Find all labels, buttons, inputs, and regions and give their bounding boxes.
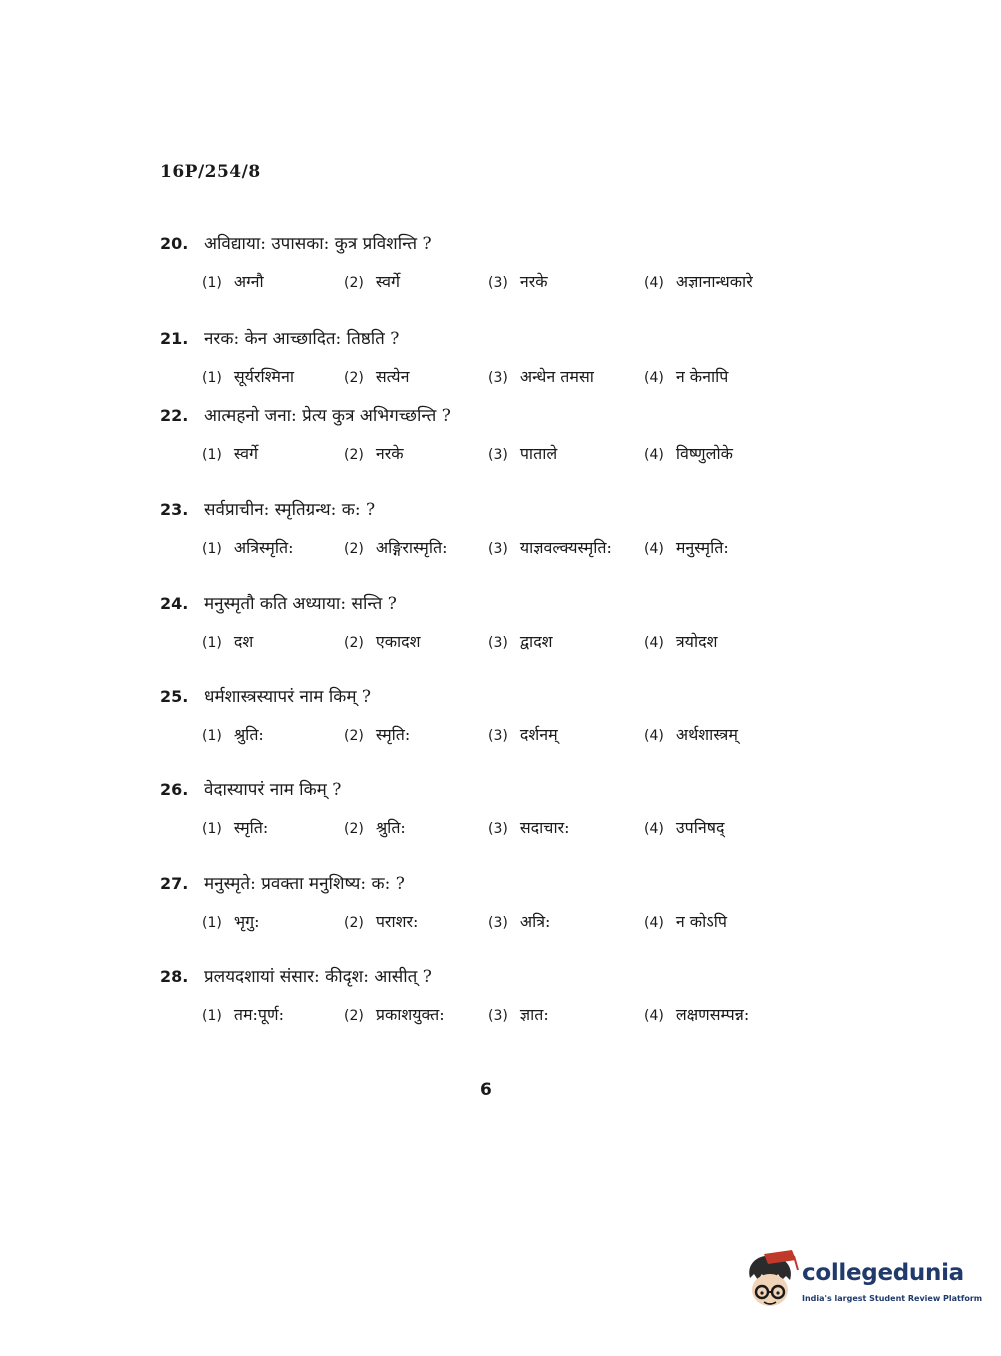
question-25 <box>160 683 840 749</box>
question-number: 21. <box>160 329 189 348</box>
option-4: (4) विष्णुलोके <box>644 444 733 463</box>
question-text: मनुस्मृते: प्रवक्ता मनुशिष्य: क: ? <box>204 874 405 894</box>
question-number: 26. <box>160 780 189 799</box>
paper-code: 16P/254/8 <box>160 162 261 182</box>
question-text: अविद्याया: उपासका: कुत्र प्रविशन्ति ? <box>204 234 432 254</box>
option-1: (1) अग्नौ <box>202 272 264 291</box>
option-2: (2) प्रकाशयुक्त: <box>344 1005 445 1024</box>
option-1: (1) अत्रिस्मृति: <box>202 538 294 557</box>
option-1: (1) भृगु: <box>202 912 260 931</box>
logo-wordmark: collegedunia <box>802 1260 964 1286</box>
question-number: 28. <box>160 967 189 986</box>
option-3: (3) नरके <box>488 272 548 291</box>
question-20 <box>160 230 840 296</box>
question-text: सर्वप्राचीन: स्मृतिग्रन्थ: क: ? <box>204 500 376 520</box>
option-2: (2) स्मृति: <box>344 725 411 744</box>
option-2: (2) सत्येन <box>344 367 410 386</box>
option-1: (1) स्वर्गे <box>202 444 258 463</box>
option-4: (4) न केनापि <box>644 367 729 386</box>
option-2: (2) स्वर्गे <box>344 272 400 291</box>
option-3: (3) सदाचार: <box>488 818 570 837</box>
option-4: (4) लक्षणसम्पन्न: <box>644 1005 750 1024</box>
question-24 <box>160 590 840 656</box>
option-3: (3) अन्धेन तमसा <box>488 367 594 386</box>
option-1: (1) दश <box>202 632 254 651</box>
option-3: (3) याज्ञवल्क्यस्मृति: <box>488 538 612 557</box>
question-number: 22. <box>160 406 189 425</box>
option-3: (3) दर्शनम् <box>488 725 558 744</box>
options-row <box>160 908 840 936</box>
option-1: (1) स्मृति: <box>202 818 269 837</box>
option-1: (1) सूर्यरश्मिना <box>202 367 295 386</box>
question-26 <box>160 776 840 842</box>
option-4: (4) अर्थशास्त्रम् <box>644 725 738 744</box>
question-number: 23. <box>160 500 189 519</box>
question-text: मनुस्मृतौ कति अध्याया: सन्ति ? <box>204 594 397 614</box>
question-text: वेदास्यापरं नाम किम् ? <box>204 780 342 800</box>
question-number: 20. <box>160 234 189 253</box>
options-row <box>160 721 840 749</box>
options-row <box>160 628 840 656</box>
options-row <box>160 814 840 842</box>
option-3: (3) ज्ञात: <box>488 1005 549 1024</box>
question-number: 25. <box>160 687 189 706</box>
question-number: 27. <box>160 874 189 893</box>
option-4: (4) उपनिषद् <box>644 818 725 837</box>
option-4: (4) त्रयोदश <box>644 632 718 651</box>
question-23 <box>160 496 840 562</box>
option-2: (2) नरके <box>344 444 404 463</box>
collegedunia-logo <box>742 1250 983 1316</box>
option-3: (3) अत्रि: <box>488 912 551 931</box>
question-text: धर्मशास्त्रस्यापरं नाम किम् ? <box>204 687 372 707</box>
option-3: (3) पाताले <box>488 444 558 463</box>
option-4: (4) न कोऽपि <box>644 912 727 931</box>
option-4: (4) अज्ञानान्धकारे <box>644 272 753 291</box>
option-1: (1) तम:पूर्ण: <box>202 1005 284 1024</box>
option-2: (2) एकादश <box>344 632 421 651</box>
student-mascot-icon <box>742 1250 800 1312</box>
logo-tagline: India's largest Student Review Platform <box>802 1294 983 1303</box>
question-number: 24. <box>160 594 189 613</box>
question-text: आत्महनो जना: प्रेत्य कुत्र अभिगच्छन्ति ? <box>204 406 451 426</box>
question-28 <box>160 963 840 1029</box>
question-text: प्रलयदशायां संसार: कीदृश: आसीत् ? <box>204 967 432 987</box>
option-2: (2) पराशर: <box>344 912 419 931</box>
question-text: नरक: केन आच्छादित: तिष्ठति ? <box>204 329 400 349</box>
question-27 <box>160 870 840 936</box>
options-row <box>160 534 840 562</box>
question-21 <box>160 325 840 391</box>
option-2: (2) श्रुति: <box>344 818 406 837</box>
option-2: (2) अङ्गिरास्मृति: <box>344 538 448 557</box>
options-row <box>160 363 840 391</box>
option-4: (4) मनुस्मृति: <box>644 538 729 557</box>
options-row <box>160 268 840 296</box>
options-row <box>160 440 840 468</box>
option-3: (3) द्वादश <box>488 632 553 651</box>
options-row <box>160 1001 840 1029</box>
page-number: 6 <box>480 1080 492 1100</box>
option-1: (1) श्रुति: <box>202 725 264 744</box>
question-22 <box>160 402 840 468</box>
